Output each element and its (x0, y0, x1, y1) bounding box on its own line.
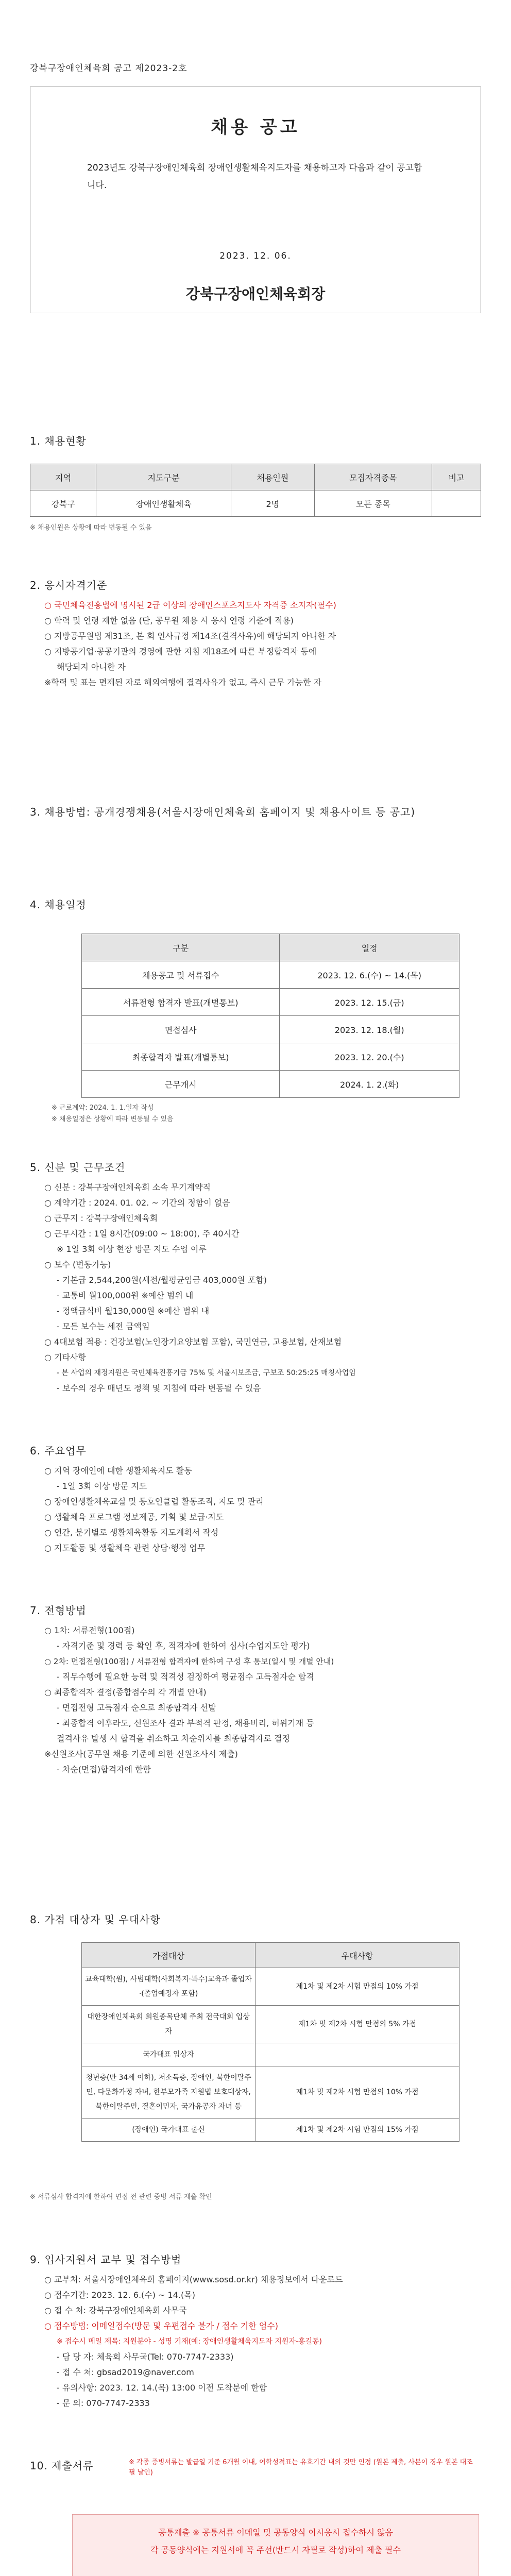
note: ※ 채용일정은 상황에 따라 변동될 수 있음 (52, 1115, 174, 1123)
table-row (82, 2006, 459, 2043)
table-cell: 모든 종목 (314, 490, 432, 517)
text-line: ○ 학력 및 연령 제한 없음 (단, 공무원 채용 시 응시 연령 기준에 적용) (44, 616, 294, 625)
text-line: ○ 근무지 : 강북구장애인체육회 (44, 1213, 158, 1223)
text-line: ○ 접수기간: 2023. 12. 6.(수) ~ 14.(목) (44, 2290, 195, 2300)
table-row (30, 490, 481, 517)
table-cell: 2명 (231, 490, 315, 517)
table-header-row (30, 464, 481, 490)
notice-organization: 강북구장애인체육회장 (185, 285, 326, 302)
table-header-cell: 가점대상 (82, 1943, 256, 1968)
section-title: 10. 제출서류 (30, 2460, 94, 2472)
table-header-cell: 모집자격종목 (314, 464, 432, 490)
text-line: ○ 접수방법: 이메일접수(방문 및 우편접수 불가 / 접수 기한 엄수) (44, 2321, 278, 2331)
section-title: 6. 주요업무 (30, 1445, 87, 1457)
text-line: ○ 생활체육 프로그램 정보제공, 기획 및 보급·지도 (44, 1512, 224, 1522)
text-line: ※학력 및 표는 면제된 자로 해외여행에 결격사유가 없고, 즉시 근무 가능한 자 (44, 677, 322, 687)
table-cell: 서류전형 합격자 발표(개별통보) (82, 989, 280, 1016)
note: ※ 채용인원은 상황에 따라 변동될 수 있음 (30, 524, 152, 532)
table-cell: (장애인) 국가대표 출신 (82, 2119, 256, 2142)
notice-date: 2023. 12. 06. (219, 251, 292, 261)
bonus-table (81, 1942, 459, 2142)
table-cell: 교육대학(원), 사범대학(사회복지·특수)교육과 졸업자·(졸업예정자 포함) (82, 1968, 256, 2006)
table-header-cell: 비고 (432, 464, 481, 490)
table-header-cell: 지도구분 (96, 464, 231, 490)
text-line: ※ 1일 3회 이상 현장 방문 지도 수업 이루 (57, 1244, 207, 1254)
text-line: - 담 당 자: 체육회 사무국(Tel: 070-7747-2333) (57, 2352, 234, 2362)
section-body (44, 1180, 356, 1396)
text-line: - 면접전형 고득점자 순으로 최종합격자 선발 (57, 1703, 216, 1713)
text-line: - 차순(면접)합격자에 한함 (57, 1765, 151, 1774)
text-line: ○ 지방공무원법 제31조, 본 회 인사규정 제14조(결격사유)에 해당되지 아니한 자 (44, 631, 336, 641)
text-line: ○ 2차: 면접전형(100점) / 서류전형 합격자에 한하여 구성 후 통보(일시 및 개별 안내) (44, 1657, 334, 1666)
table-cell: 제1차 및 제2차 시험 만점의 5% 가점 (256, 2006, 459, 2043)
table-header-cell: 우대사항 (256, 1943, 459, 1968)
text-line: ○ 보수 (변동가능) (44, 1260, 111, 1269)
table-header-cell: 일정 (280, 934, 459, 961)
text-line: ○ 최종합격자 결정(종합점수의 각 개별 안내) (44, 1687, 207, 1697)
table-header-row (82, 1943, 459, 1968)
text-line: ○ 지도활동 및 생활체육 관련 상담·행정 업무 (44, 1543, 206, 1553)
text-line: ○ 신분 : 강북구장애인체육회 소속 무기계약직 (44, 1182, 211, 1192)
text-line: ○ 지방공기업·공공기관의 경영에 관한 지침 제18조에 따른 부정합격자 등에 (44, 647, 317, 656)
note-block (52, 1103, 174, 1125)
section-title: 2. 응시자격기준 (30, 579, 108, 591)
table-row (82, 1016, 459, 1043)
text-line: - 본 사업의 재정지원은 국민체육진흥기금 75% 및 서울시보조금, 구보조 50:25:25 매칭사업임 (57, 1369, 356, 1377)
section-title: 4. 채용일정 (30, 899, 87, 911)
table-row (82, 2066, 459, 2119)
text-line: 해당되지 아니한 자 (57, 662, 126, 672)
section-body (44, 1463, 264, 1556)
text-line: ○ 국민체육진흥법에 명시된 2급 이상의 장애인스포츠지도사 자격증 소지자(필수) (44, 600, 336, 610)
section-body (44, 598, 336, 690)
section-title: 9. 입사지원서 교부 및 접수방법 (30, 2253, 182, 2266)
text-line: ○ 근무시간 : 1일 8시간(09:00 ~ 18:00), 주 40시간 (44, 1229, 240, 1239)
table-row (82, 2043, 459, 2066)
document-number: 강북구장애인체육회 공고 제2023-2호 (30, 63, 188, 74)
text-line: - 보수의 경우 매년도 정책 및 지침에 따라 변동될 수 있음 (57, 1383, 261, 1393)
notice-body: 2023년도 강북구장애인체육회 장애인생활체육지도자를 채용하고자 다음과 같이 공고합니다. (87, 163, 422, 191)
text-line: ○ 교부처: 서울시장애인체육회 홈페이지(www.sosd.or.kr) 채용정보에서 다운로드 (44, 2275, 343, 2284)
text-line: 공통제출 ※ 공통서류 이메일 및 공동양식 이시응시 접수하시 않음 (158, 2528, 393, 2537)
table-cell: 2023. 12. 18.(월) (280, 1016, 459, 1043)
section-title: 7. 전형방법 (30, 1604, 87, 1617)
table-cell: 2023. 12. 15.(금) (280, 989, 459, 1016)
text-line: ○ 1차: 서류전형(100점) (44, 1625, 135, 1635)
section-body (44, 2272, 343, 2411)
text-line: 각 공동양식에는 지원서에 꼭 주선(반드시 자필로 작성)하여 제출 필수 (150, 2545, 401, 2555)
table-cell (256, 2043, 459, 2066)
table-cell: 면접심사 (82, 1016, 280, 1043)
table-row (82, 989, 459, 1016)
text-line: 결격사유 발생 시 합격을 취소하고 차순위자를 최종합격자로 결정 (57, 1734, 290, 1743)
text-line: - 모든 보수는 세전 금액임 (57, 1321, 150, 1331)
recruitment-table (30, 464, 481, 517)
note: ※ 서류심사 합격자에 한하여 면접 전 관련 증빙 서류 제출 확인 (30, 2193, 212, 2201)
text-line: - 문 의: 070-7747-2333 (57, 2398, 150, 2408)
section-title: 8. 가점 대상자 및 우대사항 (30, 1913, 161, 1926)
common-submission-box (72, 2514, 479, 2576)
table-header-cell: 지역 (30, 464, 96, 490)
section-title: 3. 채용방법: 공개경쟁채용(서울시장애인체육회 홈페이지 및 채용사이트 등 공고) (30, 806, 416, 818)
table-cell: 제1차 및 제2차 시험 만점의 10% 가점 (256, 2066, 459, 2119)
text-line: - 정액급식비 월130,000원 ※예산 범위 내 (57, 1306, 210, 1316)
table-cell: 2023. 12. 6.(수) ~ 14.(목) (280, 961, 459, 989)
text-line: ○ 접 수 처: 강북구장애인체육회 사무국 (44, 2306, 187, 2315)
text-line: ※ 접수시 메일 제목: 지원분야 - 성명 기재(예: 장애인생활체육지도자 지원자-홍길동) (57, 2337, 322, 2346)
text-line: - 자격기준 및 경력 등 확인 후, 적격자에 한하여 심사(수업지도안 평가) (57, 1641, 310, 1651)
table-cell: 국가대표 입상자 (82, 2043, 256, 2066)
table-cell: 최종합격자 발표(개별통보) (82, 1043, 280, 1071)
table-cell (432, 490, 481, 517)
text-line: ○ 계약기간 : 2024. 01. 02. ~ 기간의 정함이 없음 (44, 1198, 230, 1208)
text-line: - 교통비 월100,000원 ※예산 범위 내 (57, 1291, 194, 1300)
submission-notice: ※ 각종 증빙서류는 발급일 기준 6개월 이내, 어학성적표는 유효기간 내의 것만 인정 (원본 제출, 사본이 경우 원본 대조필 날인) (129, 2459, 473, 2477)
section-title: 1. 채용현황 (30, 435, 87, 447)
table-row (82, 2119, 459, 2142)
table-cell: 채용공고 및 서류접수 (82, 961, 280, 989)
text-line: ○ 기타사항 (44, 1352, 86, 1362)
table-cell: 2023. 12. 20.(수) (280, 1043, 459, 1071)
text-line: - 유의사항: 2023. 12. 14.(목) 13:00 이전 도착분에 한함 (57, 2383, 267, 2393)
table-header-row (82, 934, 459, 961)
text-line: - 기본급 2,544,200원(세전/월평균임금 403,000원 포함) (57, 1275, 267, 1285)
text-line: ○ 지역 장애인에 대한 생활체육지도 활동 (44, 1466, 192, 1476)
text-line: ○ 장애인생활체육교실 및 동호인클럽 활동조직, 지도 및 관리 (44, 1497, 264, 1506)
notice-title: 채용 공고 (211, 117, 300, 138)
table-header-cell: 구분 (82, 934, 280, 961)
text-line: - 1일 3회 이상 방문 지도 (57, 1481, 147, 1491)
text-line: ○ 연간, 분기별로 생활체육활동 지도계획서 작성 (44, 1528, 219, 1537)
table-cell: 강북구 (30, 490, 96, 517)
text-line: ※신원조사(공무원 채용 기준에 의한 신원조사서 제출) (44, 1749, 238, 1759)
text-line: - 직무수행에 필요한 능력 및 적격성 검정하여 평균점수 고득점자순 합격 (57, 1672, 314, 1682)
table-cell: 장애인생활체육 (96, 490, 231, 517)
section-title: 5. 신분 및 근무조건 (30, 1161, 126, 1174)
table-row (82, 1043, 459, 1071)
text-line: - 최종합격 이후라도, 신원조사 결과 부적격 판정, 채용비리, 허위기재 등 (57, 1718, 314, 1728)
table-cell: 제1차 및 제2차 시험 만점의 10% 가점 (256, 1968, 459, 2006)
note: ※ 근로계약: 2024. 1. 1.일자 작성 (52, 1104, 154, 1112)
table-row (82, 1968, 459, 2006)
table-cell: 제1차 및 제2차 시험 만점의 15% 가점 (256, 2119, 459, 2142)
text-line: ○ 4대보험 적용 : 건강보험(노인장기요양보험 포함), 국민연금, 고용보험, 산재보험 (44, 1337, 342, 1347)
table-cell: 근무개시 (82, 1071, 280, 1098)
table-cell: 2024. 1. 2.(화) (280, 1071, 459, 1098)
table-cell: 대한장애인체육회 회원종목단체 주최 전국대회 입상자 (82, 2006, 256, 2043)
notice-box (30, 87, 481, 313)
table-cell: 청년층(만 34세 이하), 저소득층, 장애인, 북한이탈주민, 다문화가정 자녀, 한부모가족 지원법 보호대상자, 북한이탈주민, 결혼이민자, 국가유공자 자녀 등 (82, 2066, 256, 2119)
schedule-table (81, 934, 459, 1098)
table-row (82, 961, 459, 989)
section-body (44, 1623, 334, 1777)
table-header-cell: 채용인원 (231, 464, 315, 490)
text-line: - 접 수 처: gbsad2019@naver.com (57, 2367, 194, 2377)
table-row (82, 1071, 459, 1098)
